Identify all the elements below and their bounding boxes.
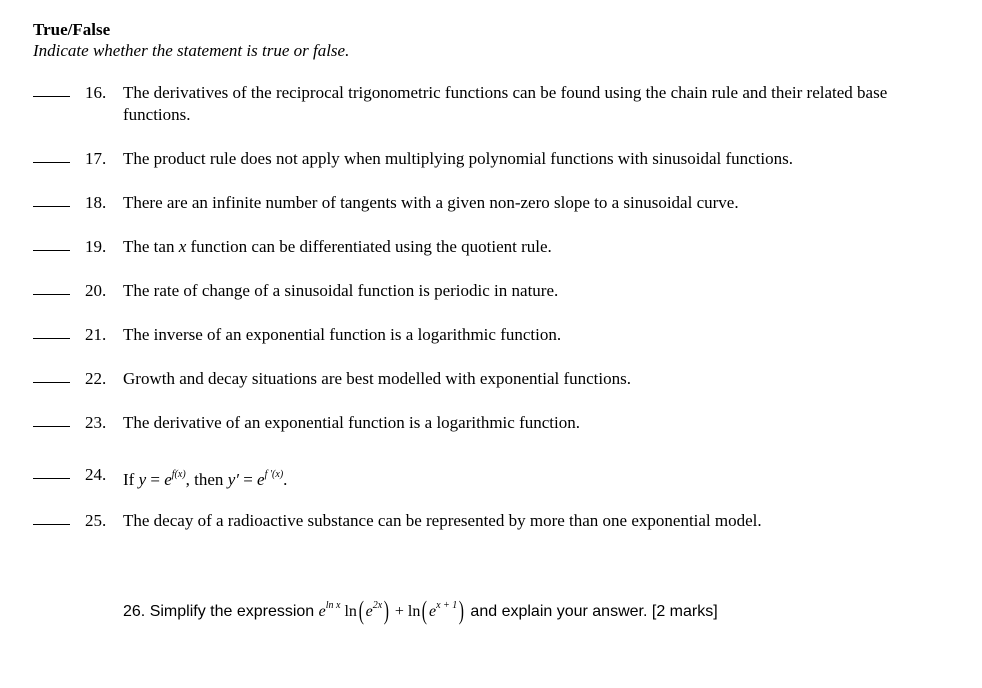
math-exponent: x + 1 <box>436 600 458 611</box>
answer-blank[interactable] <box>33 478 70 479</box>
text-segment: = <box>146 470 165 489</box>
math-ln: ln <box>407 603 421 620</box>
question-text: The derivatives of the reciprocal trigonometric functions can be found using the chain rule and their related base functions. <box>123 83 888 124</box>
question-26-prefix: 26. Simplify the expression <box>123 603 315 620</box>
answer-blank[interactable] <box>33 206 70 207</box>
math-exponent: 2x <box>372 600 383 611</box>
question-number: 19. <box>85 237 107 256</box>
math-variable: y′ <box>227 470 239 489</box>
math-paren: ) <box>459 596 465 625</box>
question-number: 23. <box>85 413 107 432</box>
question-26 <box>123 594 718 624</box>
math-base: e <box>429 603 437 620</box>
answer-blank[interactable] <box>33 162 70 163</box>
question-number: 17. <box>85 149 107 168</box>
math-paren: ) <box>383 596 390 625</box>
question-text: The rate of change of a sinusoidal function is periodic in nature. <box>123 281 559 300</box>
question-number: 24. <box>85 465 107 484</box>
question-number: 22. <box>85 369 107 388</box>
question-text: There are an infinite number of tangents with a given non-zero slope to a sinusoidal curve. <box>123 193 739 212</box>
math-exponent: f(x) <box>171 469 186 480</box>
math-ln: ln <box>344 603 357 620</box>
math-paren: ( <box>422 596 428 625</box>
math-expression <box>318 596 466 625</box>
text-segment: If <box>123 470 139 489</box>
section-instructions: Indicate whether the statement is true or false. <box>33 41 350 60</box>
math-base: e <box>365 603 373 620</box>
question-text <box>123 464 923 491</box>
text-segment: function can be differentiated using the quotient rule. <box>186 237 552 256</box>
math-base: e <box>318 603 326 620</box>
text-segment: , then <box>185 470 228 489</box>
math-variable: x <box>178 237 187 256</box>
question-number: 18. <box>85 193 107 212</box>
section-title: True/False <box>33 20 111 39</box>
answer-blank[interactable] <box>33 250 70 251</box>
question-text: The decay of a radioactive substance can be represented by more than one exponential model. <box>123 511 762 530</box>
question-number: 16. <box>85 83 107 102</box>
answer-blank[interactable] <box>33 96 70 97</box>
math-base: e <box>257 470 265 489</box>
question-text <box>123 236 923 258</box>
answer-blank[interactable] <box>33 338 70 339</box>
question-26-suffix: and explain your answer. [2 marks] <box>470 603 718 620</box>
question-text: The inverse of an exponential function is a logarithmic function. <box>123 325 562 344</box>
text-segment: The tan <box>123 237 179 256</box>
text-segment: = <box>238 470 258 489</box>
answer-blank[interactable] <box>33 426 70 427</box>
question-number: 20. <box>85 281 107 300</box>
math-base: e <box>164 470 172 489</box>
question-number: 25. <box>85 511 107 530</box>
answer-blank[interactable] <box>33 382 70 383</box>
question-text: The product rule does not apply when multiplying polynomial functions with sinusoidal functions. <box>123 149 793 168</box>
answer-blank[interactable] <box>33 524 70 525</box>
math-exponent: f ′(x) <box>264 469 284 480</box>
text-segment: . <box>283 470 288 489</box>
math-operator: + <box>394 603 404 620</box>
question-text: The derivative of an exponential function is a logarithmic function. <box>123 413 580 432</box>
math-variable: y <box>138 470 147 489</box>
math-paren: ( <box>358 596 364 625</box>
question-text: Growth and decay situations are best modelled with exponential functions. <box>123 369 631 388</box>
answer-blank[interactable] <box>33 294 70 295</box>
math-exponent: ln x <box>325 600 341 611</box>
question-number: 21. <box>85 325 107 344</box>
